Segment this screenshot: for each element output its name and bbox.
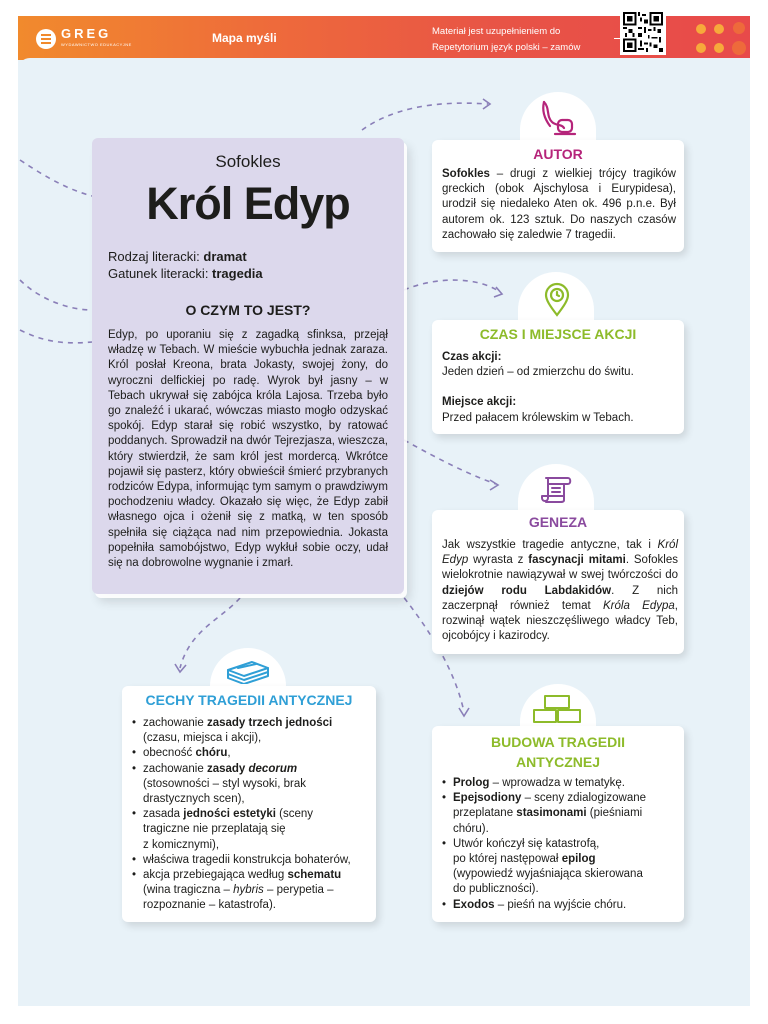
header-title: Mapa myśli: [212, 31, 277, 45]
budowa-i2e: (pieśniami: [586, 807, 643, 820]
work-title: Król Edyp: [146, 178, 350, 229]
location-pin-icon: [542, 282, 572, 318]
cechy-card: [122, 686, 376, 922]
scroll-icon: [538, 474, 578, 504]
budowa-heading-line2: ANTYCZNEJ: [515, 754, 600, 770]
cechy-i1b: zasady trzech jedności: [206, 717, 333, 729]
geneza-t4: fascynacji mitami: [528, 554, 626, 567]
budowa-i3e: do publiczności).: [453, 883, 539, 896]
budowa-i2a: Epejsodiony: [453, 792, 522, 805]
czas-time-value: Jeden dzień – od zmierzchu do świtu.: [442, 366, 634, 379]
autor-card: [432, 140, 684, 252]
cechy-i4c: (sceny: [275, 808, 314, 821]
list-item: [130, 853, 372, 868]
cechy-heading: CECHY TRAGEDII ANTYCZNEJ: [145, 692, 353, 708]
cechy-i3a: zachowanie: [143, 762, 207, 775]
autor-desc: – drugi z wielkiej trójcy tragików greckich (obok Ajschylosa i Eurypidesa), urodził się niedaleko Aten ok. 496 p.n.e. Był autorem ok. 123 sztuk. Do naszych czasów zachowało się zaledwie 7 tragedii.: [442, 168, 676, 241]
geneza-t3: wyrasta z: [468, 554, 529, 567]
genre-info: [108, 248, 263, 282]
budowa-i4b: – pieśń na wyjście chóru.: [494, 898, 627, 911]
cechy-i2c: ,: [227, 747, 231, 760]
cechy-i3c: decorum: [248, 762, 298, 775]
cechy-i4e: z komicznymi),: [143, 838, 220, 851]
budowa-i3c: epilog: [561, 853, 596, 866]
logo-text: GREG: [61, 26, 112, 41]
decor-dot: [714, 43, 724, 53]
list-item: [130, 807, 372, 853]
cechy-i3b: zasady: [206, 762, 249, 775]
decor-dot: [696, 43, 706, 53]
list-item: [440, 898, 680, 913]
list-item: [130, 716, 372, 746]
budowa-i2d: stasimonami: [516, 807, 587, 820]
header-note: [432, 24, 612, 56]
decor-dot: [714, 24, 724, 34]
cechy-i1a: zachowanie: [143, 717, 207, 729]
list-item: [440, 776, 680, 791]
list-item: [130, 868, 372, 914]
cechy-i6a: akcja przebiegająca według: [143, 869, 288, 882]
logo-subtext: WYDAWNICTWO EDUKACYJNE: [61, 42, 132, 47]
books-icon: [224, 656, 272, 684]
cechy-i6e: – perypetia –: [263, 884, 334, 897]
geneza-t6: dziejów rodu Labdakidów: [442, 584, 612, 597]
cechy-i6d: hybris: [233, 884, 264, 897]
header-note-line1: Materiał jest uzupełnieniem do: [432, 26, 561, 37]
list-item: [130, 762, 372, 808]
cechy-i2b: chóru: [195, 747, 228, 760]
czas-text: [442, 350, 676, 426]
cechy-i6c: (wina tragiczna –: [143, 884, 234, 897]
budowa-i2f: chóru).: [453, 822, 489, 835]
cechy-i6f: rozpoznanie – katastrofa).: [143, 899, 276, 912]
list-item: [440, 837, 680, 898]
main-card: [92, 138, 404, 594]
work-author: Sofokles: [215, 152, 281, 171]
budowa-i3d: (wypowiedź wyjaśniająca skierowana: [453, 868, 643, 881]
budowa-card: [432, 726, 684, 922]
cechy-i4b: jedności estetyki: [183, 808, 276, 821]
czas-place-label: Miejsce akcji:: [442, 396, 517, 409]
publisher-logo: [36, 28, 132, 50]
logo-mark-icon: [36, 29, 56, 49]
cechy-i5: właściwa tragedii konstrukcja bohaterów,: [143, 853, 351, 866]
genre-value: dramat: [203, 249, 247, 264]
budowa-i1a: Prolog: [453, 777, 490, 789]
autor-lead: Sofokles: [442, 168, 490, 180]
decor-dot: [696, 24, 706, 34]
type-label: Gatunek literacki:: [108, 266, 213, 281]
qr-code-icon: [623, 12, 663, 52]
cechy-i3d: (stosowności – styl wysoki, brak drastycznych scen),: [143, 777, 306, 806]
czas-card: [432, 320, 684, 434]
budowa-i1b: – wprowadza w tematykę.: [489, 777, 625, 789]
autor-heading: AUTOR: [533, 146, 583, 162]
budowa-heading-line1: BUDOWA TRAGEDII: [490, 734, 626, 750]
genre-label: Rodzaj literacki:: [108, 249, 204, 264]
cechy-i6b: schematu: [287, 869, 342, 882]
qr-code[interactable]: [620, 9, 666, 55]
budowa-i2b: – sceny zdialogizowane: [521, 792, 647, 805]
czas-place-value: Przed pałacem królewskim w Tebach.: [442, 411, 634, 424]
list-item: [130, 746, 372, 761]
budowa-i4a: Exodos: [453, 898, 495, 911]
decor-dot: [732, 41, 746, 55]
geneza-card: [432, 510, 684, 654]
bricks-icon: [532, 694, 582, 724]
about-heading: O CZYM TO JEST?: [185, 302, 311, 318]
cechy-i1c: (czasu, miejsca i akcji),: [143, 732, 262, 745]
czas-time-label: Czas akcji:: [442, 351, 502, 363]
geneza-t7: . Z nich zaczerpnął również temat: [442, 584, 678, 612]
budowa-list: [440, 776, 680, 913]
type-value: tragedia: [212, 266, 263, 281]
czas-heading: CZAS I MIEJSCE AKCJI: [479, 326, 637, 342]
geneza-t2: Król Edyp: [442, 539, 678, 567]
header-note-line2: Repetytorium język polski – zamów: [432, 42, 581, 53]
geneza-t8: Króla Edypa: [603, 599, 675, 612]
geneza-t5: . Sofokles wielokrotnie nawiązywał w swej twórczości do: [442, 554, 678, 582]
budowa-i3a: Utwór kończył się katastrofą,: [453, 837, 600, 850]
budowa-i3b: po której następował: [453, 853, 562, 866]
budowa-i2c: przeplatane: [453, 807, 517, 820]
geneza-t9: , rozwinął wątek nieszczęśliwego władcy Teb, ojcobójcy i kazirodcy.: [442, 599, 678, 643]
cechy-list: [130, 716, 372, 914]
geneza-t1: Jak wszystkie tragedie antyczne, tak i: [442, 539, 658, 551]
quill-icon: [538, 98, 578, 138]
budowa-heading: [432, 732, 684, 772]
geneza-text: [442, 538, 678, 644]
cechy-i2a: obecność: [143, 747, 196, 760]
cechy-i4d: tragiczne nie przeplatają się: [143, 823, 286, 836]
geneza-heading: GENEZA: [528, 514, 588, 530]
about-text: Edyp, po uporaniu się z zagadką sfinksa, przejął władzę w Tebach. W mieście wybuchła jednak zaraza. Król posłał Kreona, brata Jokasty, swojej żony, do wyroczni delfickiej po radę. Wyrok był jasny – w Tebach ukrywał się zabójca króla Lajosa. Trzeba było go znaleźć i ukarać, wówczas miasto mogło odzyskać spokój. Edyp starał się robić wszystko, by ratować poddanych. Sprowadził na dwór Tejrezjasza, wieszcza, który stwierdził, że sam król jest mordercą. Wkrótce pojawił się pasterz, który obwieścił śmierć przybranych rodziców Edypa, informując tym samym o prawdziwym pochodzeniu władcy. Okazało się więc, że Edyp zabił własnego ojca i ożenił się z matką, w ten sposób spełniła się ciążąca nad nim przepowiednia. Jokasta popełniła samobójstwo, Edyp wykłuł sobie oczy, udał się na dobrowolne wygnanie i zmarł.: [108, 329, 388, 570]
decor-dot: [733, 22, 745, 34]
cechy-i4a: zasada: [143, 808, 184, 821]
list-item: [440, 791, 680, 837]
autor-text: [442, 167, 676, 243]
